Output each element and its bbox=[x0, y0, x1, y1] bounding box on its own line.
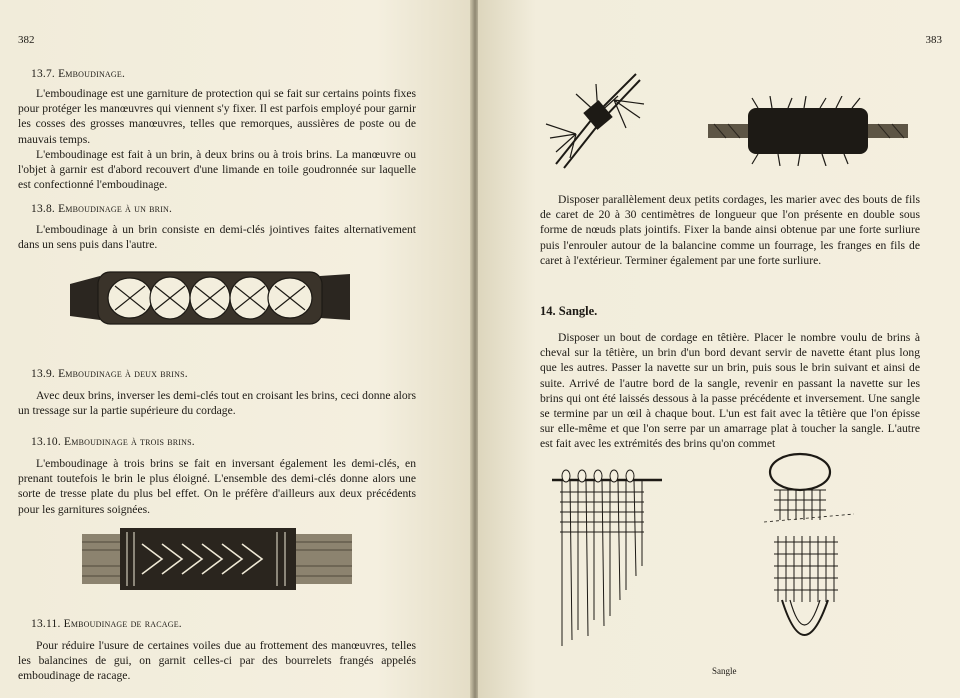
page-number-left: 382 bbox=[18, 34, 35, 46]
section-number: 13.7. bbox=[31, 68, 55, 80]
sangle-eye-splice-illustration bbox=[764, 450, 864, 660]
heading-13-9 bbox=[31, 368, 188, 380]
section-title: Emboudinage à deux brins. bbox=[58, 368, 188, 380]
section-title: Emboudinage à trois brins. bbox=[64, 436, 195, 448]
section-title: Emboudinage de racage. bbox=[63, 618, 182, 630]
left-page bbox=[0, 0, 472, 698]
racage-fringe-large-illustration bbox=[708, 96, 908, 166]
heading-13-7 bbox=[31, 68, 125, 80]
figure-caption-sangle: Sangle bbox=[712, 666, 737, 676]
page-number-right: 383 bbox=[925, 34, 942, 46]
text-14-sangle bbox=[540, 330, 920, 452]
right-page bbox=[478, 0, 960, 698]
paragraph: Disposer un bout de cordage en têtière. Placer le nombre voulu de brins à cheval sur la têtière, un brin d'un bord devant servir de navette étant plus long que les autres. Passer la navette sur un brin, puis sous le brin suivant et ainsi de suite. Arrivé de l'autre bord de la sangle, revenir en passant la navette sur les brins qui ont été laissés dessous à la passe précédente et inversement. Une sangle se termine par un œil à chaque bout. L'un est fait avec la têtière que l'on épisse sur elle-même et que l'on serre par un amarrage plat à toucher la sangle. L'autre est fait avec les extrémités des brins qu'on commet bbox=[540, 331, 920, 451]
heading-13-8 bbox=[31, 203, 172, 215]
text-racage-instructions bbox=[540, 192, 920, 268]
section-number: 13.9. bbox=[31, 368, 55, 380]
section-title: Emboudinage à un brin. bbox=[58, 203, 173, 215]
paragraph: L'emboudinage à un brin consiste en demi-clés jointives faites alternativement dans un sens puis dans l'autre. bbox=[18, 223, 416, 252]
text-13-11 bbox=[18, 638, 416, 684]
section-number: 13.8. bbox=[31, 203, 55, 215]
emboudinage-trois-brins-illustration bbox=[82, 526, 352, 592]
emboudinage-un-brin-illustration bbox=[70, 262, 350, 334]
heading-13-11 bbox=[31, 618, 182, 630]
heading-13-10 bbox=[31, 436, 195, 448]
text-13-8 bbox=[18, 222, 416, 252]
section-number: 13.11. bbox=[31, 618, 61, 630]
text-13-9 bbox=[18, 388, 416, 418]
section-number: 13.10. bbox=[31, 436, 61, 448]
paragraph: Disposer parallèlement deux petits cordages, les marier avec des bouts de fils de caret de 20 à 30 centimètres de longueur que l'on présente en double sous forme de nœuds plats jointifs. Fixer la bande ainsi obtenue par une forte surliure puis l'enrouler autour de la balancine comme un fourrage, les franges en fils de caret à l'extérieur. Terminer également par une forte surliure. bbox=[540, 193, 920, 267]
text-13-7 bbox=[18, 86, 416, 192]
text-13-10 bbox=[18, 456, 416, 517]
paragraph: L'emboudinage à trois brins se fait en inversant également les demi-clés, en prenant toutefois le brin le plus éloigné. L'ensemble des demi-clés donne alors une sorte de tresse plate du plus bel effet. On le préfère d'ailleurs aux deux précédents pour les garnitures soignées. bbox=[18, 457, 416, 516]
sangle-weaving-left-illustration bbox=[552, 466, 662, 652]
paragraph: L'emboudinage est fait à un brin, à deux brins ou à trois brins. La manœuvre ou l'objet à garnir est d'abord recouvert d'une limande en toile goudronnée sur laquelle est confectionné l'emboudinage. bbox=[18, 147, 416, 192]
racage-fringe-small-illustration bbox=[536, 64, 656, 174]
paragraph: Pour réduire l'usure de certaines voiles due au frottement des manœuvres, telles les balancines de gui, on garnit celles-ci par des bourrelets frangés appelés emboudinage de racage. bbox=[18, 639, 416, 683]
paragraph: L'emboudinage est une garniture de protection qui se fait sur certains points fixes pour protéger les manœuvres qui viennent s'y fixer. Il est parfois employé pour garnir les cosses des grosses manœuvres, telles que remorques, aussières de poste ou de mauvais temps. bbox=[18, 87, 416, 146]
section-title: Emboudinage. bbox=[58, 68, 126, 80]
heading-14-sangle: 14. Sangle. bbox=[540, 304, 598, 318]
paragraph: Avec deux brins, inverser les demi-clés tout en croisant les brins, ceci donne alors un tressage sur la partie supérieure du cordage. bbox=[18, 389, 416, 418]
